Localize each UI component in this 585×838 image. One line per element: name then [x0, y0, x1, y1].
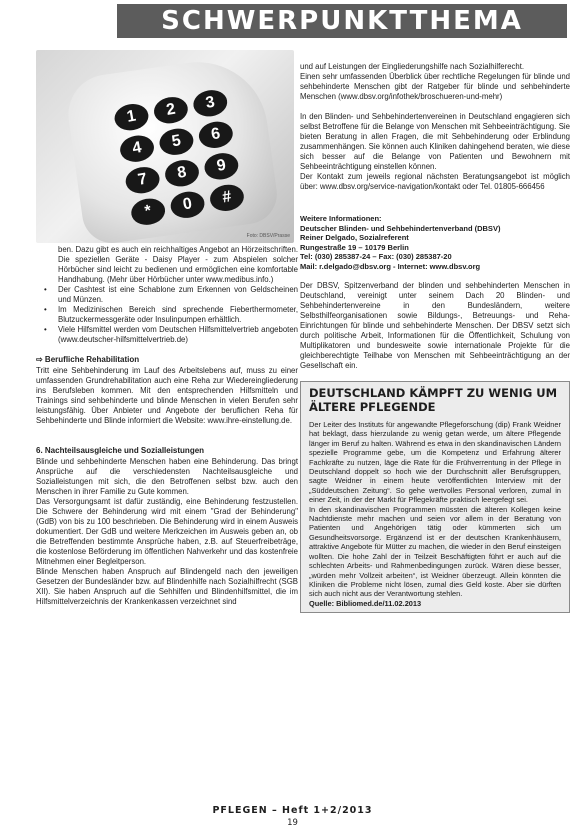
contact-heading: Weitere Informationen: [300, 214, 382, 223]
nachteil-paragraph-3: Blinde Menschen haben Anspruch auf Blindengeld nach den jeweiligen Gesetzen der Bundesländer bzw. auf Blindenhilfe nach Sozialhilfrecht (SGB XII). Sie haben Anspruch auf die Sehhilfen und Blindenhilfsmittel, die im Hilfsmittelverzeichnis der Krankenkassen verzeichnet sind [36, 567, 298, 606]
aids-list [36, 285, 298, 345]
phone-key: 8 [163, 158, 201, 190]
phone-key: 3 [191, 88, 229, 120]
news-box-title: DEUTSCHLAND KÄMPFT ZU WENIG UM ÄLTERE PFLEGENDE [309, 386, 558, 414]
page-number: 19 [287, 818, 298, 828]
phone-key: # [208, 182, 246, 214]
news-box-text: Der Leiter des Instituts für angewandte Pflegeforschung (dip) Frank Weidner hat beklagt, dass hierzulande zu wenig getan werde, um ältere Pflegende länger im Beruf zu halten. Während es etwa in den skandinavischen Ländern spezielle Programme gebe, um die Kompetenz und Erfahrung älterer Fachkräfte zu nutzen, läge die Rate für die Frühverrentung in der Pflege in Deutschland doppelt so hoch wie der Durchschnitt aller Berufsgruppen, sagte Weidner in einem heute veröffentlichten Interview mit der „Süddeutschen Zeitung“. So gehe wertvolles Personal verloren, zumal in einer Zeit, in der der Markt für Pflegekräfte praktisch leergefegt sei. In den skandinavischen Programmen müssten die älteren Kollegen keine Nachtdienste mehr machen und seien vor allem in der Beratung von Patienten und Angehörigen tätig oder kümmerten sich um Gesundheitsvorsorge. Ergänzend ist er der deutschen Krankenhäusern, attraktive Angebote für Mütter zu machen, die wieder in den Beruf einsteigen wollten. Die hohe Zahl der in Teilzeit Beschäftigten führt er auch auf die schlechten Arbeits- und Rahmenbedingungen zurück. Wären diese besser, „würden mehr Vollzeit arbeiten“, ist Weidner überzeugt. Allein könnten die Kliniken die Probleme nicht lösen, zumal dies Geld koste. Aber sie dürften sich auch nicht aus der Verantwortung stehlen. [309, 420, 561, 599]
right-paragraph-2: Einen sehr umfassenden Überblick über rechtliche Regelungen für blinde und sehbehinderte Menschen gibt der Ratgeber für blinde und sehbehinderte Menschen (www.dbsv.org/infothek/broschueren-und-mehr) [300, 72, 570, 101]
telephone-photo [36, 50, 294, 243]
right-column [300, 62, 570, 613]
phone-key: 5 [157, 126, 195, 158]
list-item: • Im Medizinischen Bereich sind sprechende Fieberthermometer, Blutzuckermessgeräte oder Insulinpumpen erhältlich. [58, 305, 298, 325]
contact-person: Reiner Delgado, Sozialreferent [300, 233, 409, 242]
news-box-source: Quelle: Bibliomed.de/11.02.2013 [309, 598, 422, 608]
phone-key: * [129, 196, 167, 228]
section-6-heading: 6. Nachteilsausgleiche und Sozialleistungen [36, 446, 205, 455]
phone-key: 7 [124, 164, 162, 196]
phone-key: 9 [202, 151, 240, 183]
list-item: • Der Cashtest ist eine Schablone zum Erkennen von Geldscheinen und Münzen. [58, 285, 298, 305]
rehab-heading: ⇨ Berufliche Rehabilitation [36, 355, 140, 364]
section-banner: SCHWERPUNKTTHEMA [117, 4, 567, 38]
phone-key: 0 [169, 189, 207, 221]
contact-organisation: Deutscher Blinden- und Sehbehindertenverband (DBSV) [300, 223, 501, 233]
contact-phone: Tel: (030) 285387-24 – Fax: (030) 285387-20 [300, 252, 452, 261]
left-column [36, 50, 298, 607]
contact-block [300, 214, 570, 271]
phone-key: 6 [197, 119, 235, 151]
photo-credit: Foto: DBSV/Prasse [246, 233, 290, 239]
nachteil-paragraph-1: Blinde und sehbehinderte Menschen haben eine Behinderung. Das bringt Ansprüche auf die verschiedensten Nachteilsausgleiche und Sozialleistungen mit sich, die den Betroffenen selbst bzw. auch den Menschen in ihrer Familie zu Gute kommen. [36, 457, 298, 496]
contact-mail: Mail: r.delgado@dbsv.org - Internet: www.dbsv.org [300, 261, 481, 271]
intro-paragraph: ben. Dazu gibt es auch ein reichhaltiges Angebot an Hörzeitschriften. Die speziellen Geräte - Daisy Player - zum Abspielen solcher Hörbücher sind leicht zu bedienen und ermöglichen eine komfortable Handhabung. (Mehr über Hörbücher unter www.medibus.info.) [58, 245, 298, 284]
right-paragraph-1: und auf Leistungen der Eingliederungshilfe nach Sozialhilferecht. [300, 62, 525, 71]
phone-key: 1 [112, 101, 150, 133]
right-paragraph-4: Der Kontakt zum jeweils regional nächsten Beratungsangebot ist möglich über: www.dbsv.org/service-navigation/kontakt oder Tel. 01805-666456 [300, 172, 570, 191]
list-item: • Viele Hilfsmittel werden vom Deutschen Hilfsmittelvertrieb angeboten (www.deutscher-hilfsmittelvertrieb.de) [58, 325, 298, 345]
right-paragraph-3: In den Blinden- und Sehbehindertenvereinen in Deutschland engagieren sich selbst Betroffene für die Belange von Menschen mit Sehbeeinträchtigung. Sie bieten Beratung in allen Fragen, die mit Sehbehinderung oder Erblindung zusammenhängen. Sie können auch Kliniken dahingehend beraten, wie diese sich besser auf die Belange von Patienten und Bewohnern mit Sehbeeinträchtigung einstellen können. [300, 112, 570, 171]
phone-key: 2 [152, 94, 190, 126]
news-box [300, 381, 570, 613]
contact-address: Rungestraße 19 – 10179 Berlin [300, 242, 409, 252]
phone-key: 4 [118, 133, 156, 165]
dbsv-paragraph: Der DBSV, Spitzenverband der blinden und sehbehinderten Menschen in Deutschland, vereinigt unter seinem Dach 20 Blinden- und Sehbehindertenvereine in den Bundesländern, weitere Selbsthilfeorganisationen sowie Bildungs-, Betreuungs- und Reha-Einrichtungen für blinde und sehbehinderte Menschen. Der DBSV setzt sich durch politische Arbeit, Informationen für die Öffentlichkeit, Schulung von Multiplikatoren und bundesweite sowie internationale Projekte für die gleichberechtigte Teilhabe von Menschen mit Sehbeeinträchtigung an der Gesellschaft ein. [300, 281, 570, 370]
phone-keypad [112, 86, 251, 225]
magazine-footer: PFLEGEN – Heft 1+2/2013 [212, 805, 373, 816]
rehab-paragraph: Tritt eine Sehbehinderung im Lauf des Arbeitslebens auf, muss zu einer umfassenden Grundrehabilitation auch eine Reha zur Wiedereingliederung ins Berufsleben kommen. Mit den entsprechenden Hilfsmitteln und Trainings sind sehbehinderte und blinde Menschen in vielen Berufen sehr leistungsfähig. Über Anbieter und Angebote der beruflichen Reha für Sehbehinderte und Blinde informiert die Website: www.ihre-einstellung.de. [36, 366, 298, 425]
nachteil-paragraph-2: Das Versorgungsamt ist dafür zuständig, eine Behinderung festzustellen. Die Schwere der Behinderung wird mit einem "Grad der Behinderung" (GdB) von bis zu 100 beschrieben. Die Behinderung wird in einem Ausweis dokumentiert. Der GdB und weitere Merkzeichen im Ausweis geben an, ob die Betreffenden bestimmte Ansprüche haben, z.B. auf Steuerfreibeträge, die kostenlose Beförderung im öffentlichen Nahverkehr und das kostenfreie Mitnehmen einer Begleitperson. [36, 497, 298, 566]
